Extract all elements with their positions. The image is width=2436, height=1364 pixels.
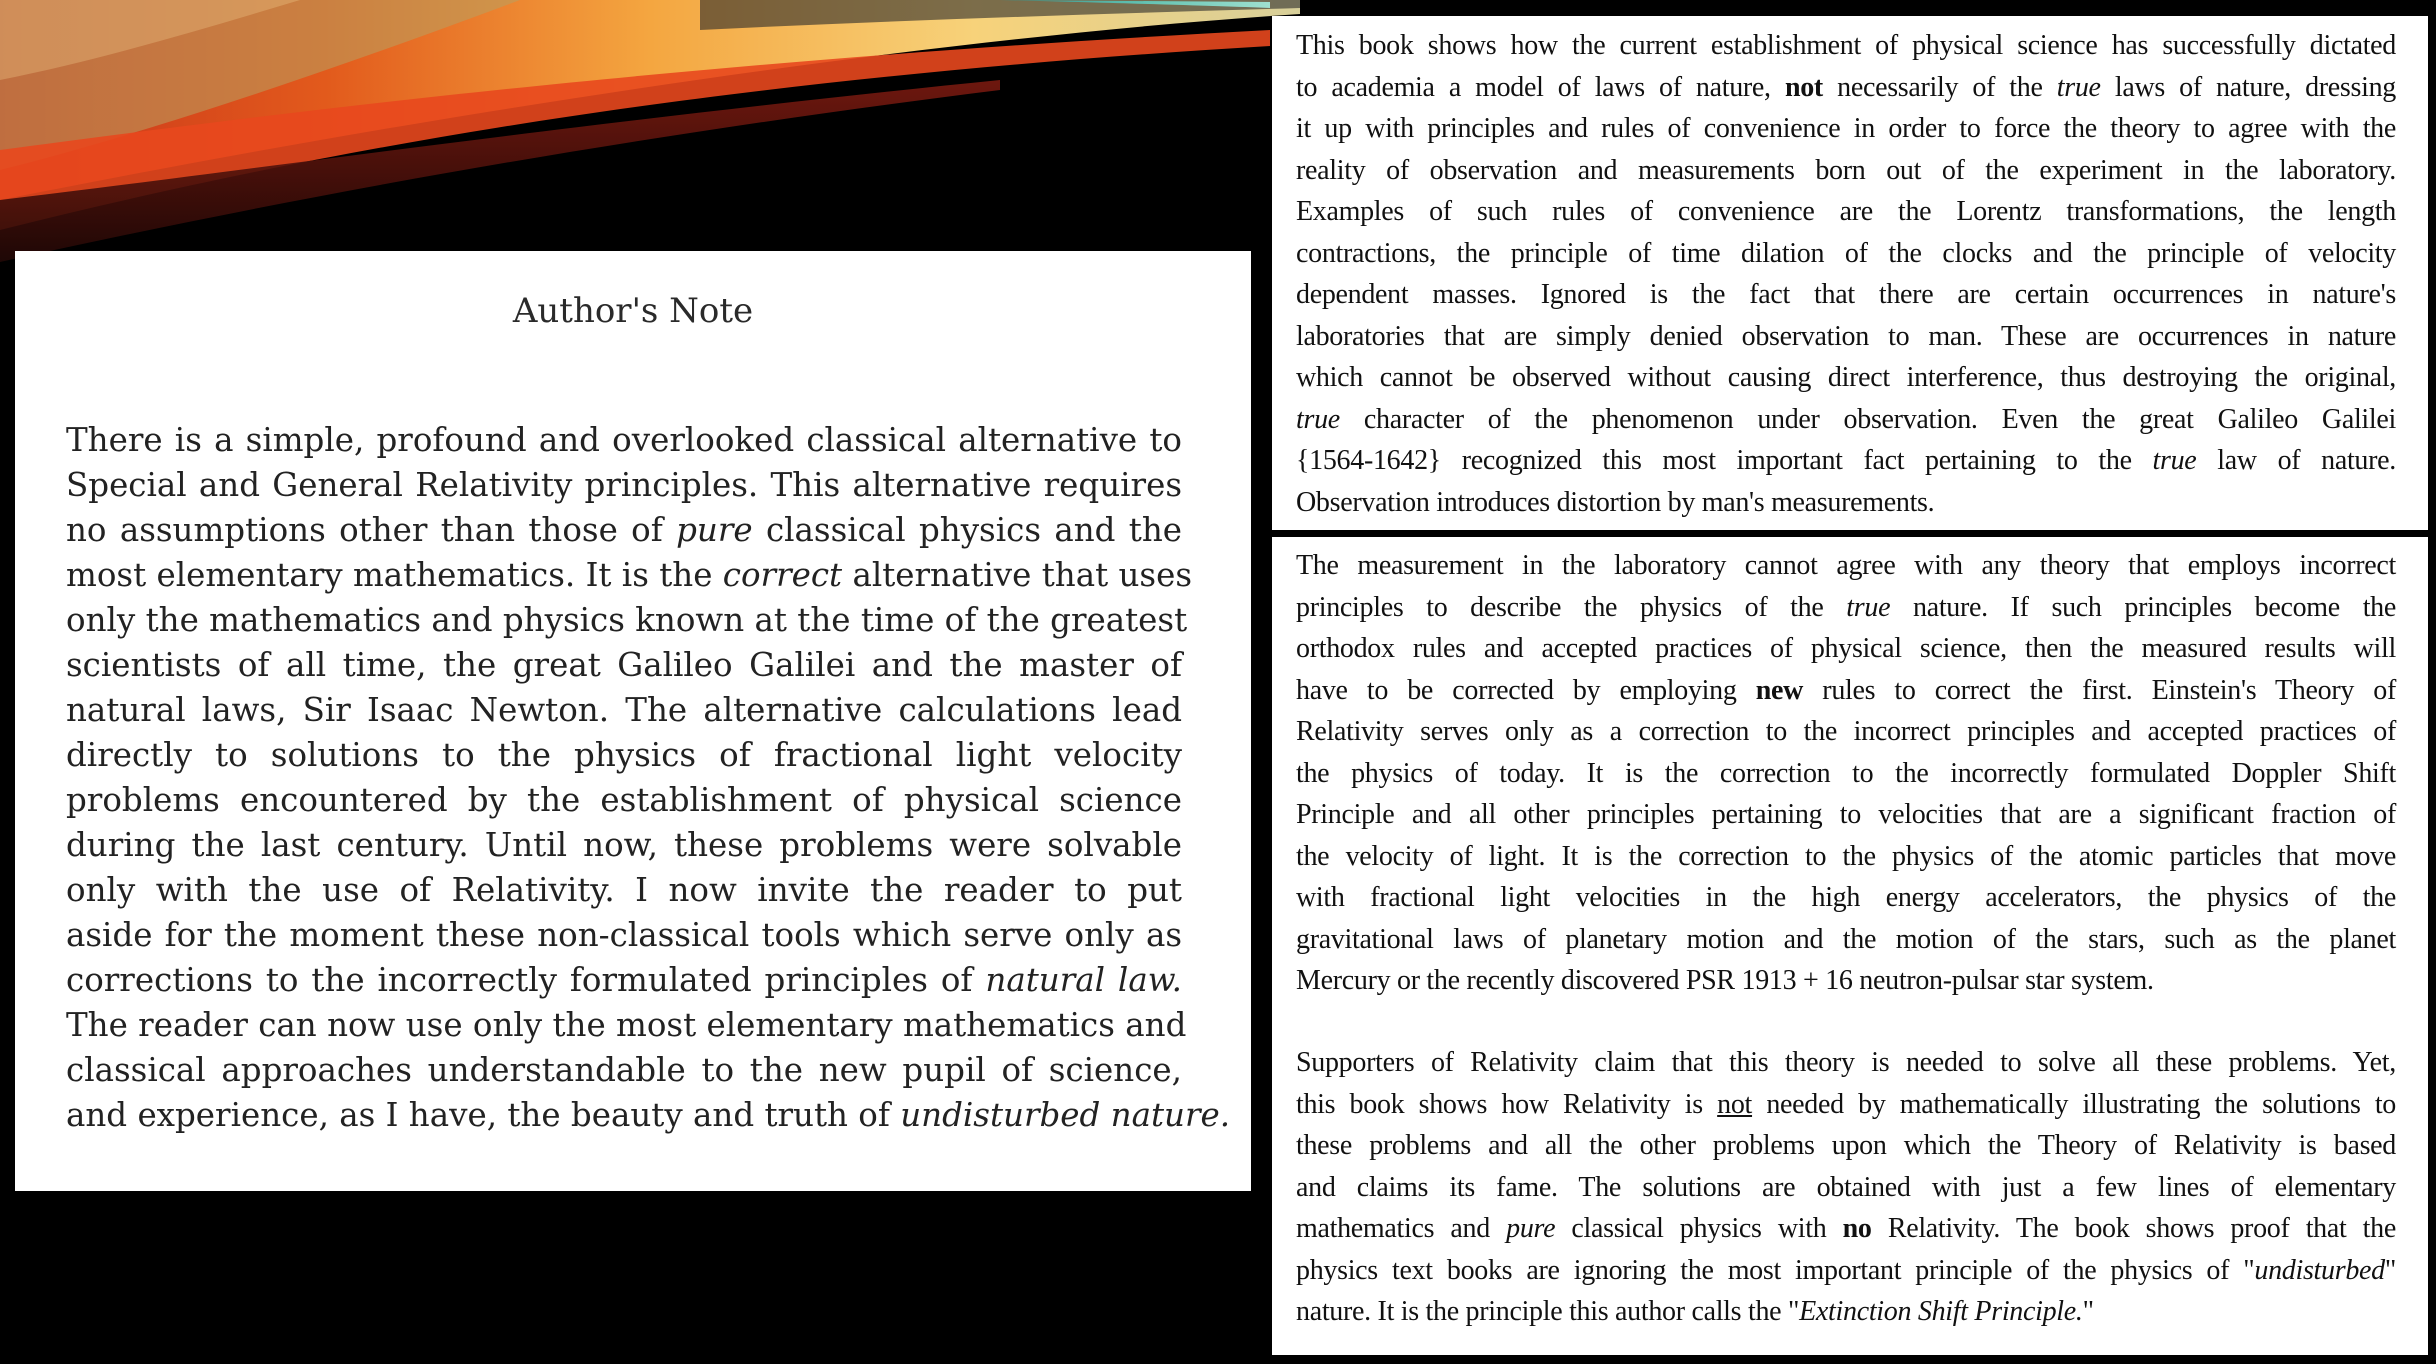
text-line: with fractional light velocities in the high energy accelerators, the physics of the xyxy=(1296,882,2396,913)
emphasis-text: true xyxy=(2056,71,2101,103)
authors-note-body xyxy=(66,418,1231,1138)
text-line: the physics of today. It is the correction to the incorrectly formulated Doppler Shift xyxy=(1296,757,2396,789)
underlined-text: not xyxy=(1717,1088,1753,1120)
text-line: There is a simple, profound and overlooked classical alternative to xyxy=(66,421,1182,459)
text-line: The measurement in the laboratory cannot agree with any theory that employs incorrect xyxy=(1296,550,2396,581)
text-line: the velocity of light. It is the correction to the physics of the atomic particles that move xyxy=(1296,840,2396,872)
emphasis-text: correct xyxy=(722,556,843,594)
text-line: which cannot be observed without causing direct interference, thus destroying the original, xyxy=(1296,362,2396,393)
text-line: problems encountered by the establishment of physical science xyxy=(66,781,1182,819)
text-line: Mercury or the recently discovered PSR 1913 + 16 neutron-pulsar star system. xyxy=(1296,965,2154,996)
text-line: Supporters of Relativity claim that this theory is needed to solve all these problems. Yet, xyxy=(1296,1047,2396,1078)
text-line: The reader can now use only the most elementary mathematics and xyxy=(66,1006,1187,1044)
text-line: principles to describe the physics of the true nature. If such principles become the xyxy=(1296,591,2396,623)
text-line: most elementary mathematics. It is the correct alternative that uses xyxy=(66,556,1193,594)
text-line: to academia a model of laws of nature, not necessarily of the true laws of nature, dressing xyxy=(1296,71,2397,103)
text-line: true character of the phenomenon under observation. Even the great Galileo Galilei xyxy=(1296,403,2396,435)
relativity-critique-panel xyxy=(1272,537,2428,1355)
text-line: Relativity serves only as a correction to the incorrect principles and accepted practices of xyxy=(1296,716,2396,747)
text-line: scientists of all time, the great Galileo Galilei and the master of xyxy=(66,646,1182,684)
bold-text: not xyxy=(1784,71,1823,103)
emphasis-text: Extinction Shift Principle. xyxy=(1799,1296,2083,1327)
text-line: only with the use of Relativity. I now invite the reader to put xyxy=(66,871,1182,909)
text-line: only the mathematics and physics known at the time of the greatest xyxy=(66,601,1188,639)
text-line: dependent masses. Ignored is the fact that there are certain occurrences in nature's xyxy=(1296,279,2396,310)
text-line: Observation introduces distortion by man's measurements. xyxy=(1296,486,1935,518)
authors-note-title: Author's Note xyxy=(512,291,754,331)
text-line: gravitational laws of planetary motion and the motion of the stars, such as the planet xyxy=(1296,923,2396,955)
text-line: mathematics and pure classical physics with no Relativity. The book shows proof that the xyxy=(1296,1213,2396,1244)
emphasis-text: true xyxy=(2152,445,2197,476)
emphasis-text: undisturbed xyxy=(2254,1254,2385,1286)
measurement-paragraph xyxy=(1296,545,2396,1002)
emphasis-text: true xyxy=(1296,403,1340,435)
text-line: aside for the moment these non-classical tools which serve only as xyxy=(66,916,1182,954)
text-line: physics text books are ignoring the most important principle of the physics of "undisturbed" xyxy=(1296,1254,2396,1286)
book-summary-paragraph xyxy=(1296,25,2396,523)
text-line: {1564-1642} recognized this most important fact pertaining to the true law of nature. xyxy=(1296,445,2396,476)
text-line: reality of observation and measurements born out of the experiment in the laboratory. xyxy=(1296,154,2396,186)
text-line: have to be corrected by employing new rules to correct the first. Einstein's Theory of xyxy=(1296,674,2396,706)
text-line: and experience, as I have, the beauty and truth of undisturbed nature. xyxy=(66,1096,1231,1134)
text-line: directly to solutions to the physics of fractional light velocity xyxy=(66,736,1182,774)
text-line: Examples of such rules of convenience are the Lorentz transformations, the length xyxy=(1296,196,2396,227)
text-line: during the last century. Until now, these problems were solvable xyxy=(66,826,1182,864)
text-line: classical approaches understandable to the new pupil of science, xyxy=(66,1051,1182,1089)
emphasis-text: undisturbed nature. xyxy=(900,1096,1231,1134)
text-line: corrections to the incorrectly formulated principles of natural law. xyxy=(66,961,1182,999)
text-line: no assumptions other than those of pure classical physics and the xyxy=(66,511,1183,549)
text-line: orthodox rules and accepted practices of physical science, then the measured results will xyxy=(1296,633,2396,664)
text-line: these problems and all the other problems upon which the Theory of Relativity is based xyxy=(1296,1130,2396,1161)
text-line: it up with principles and rules of convenience in order to force the theory to agree with the xyxy=(1296,113,2396,144)
emphasis-text: pure xyxy=(676,511,753,549)
text-line: laboratories that are simply denied observation to man. These are occurrences in nature xyxy=(1296,320,2396,352)
text-line: Special and General Relativity principles. This alternative requires xyxy=(66,466,1182,504)
emphasis-text: natural law. xyxy=(985,961,1182,999)
text-line: this book shows how Relativity is not needed by mathematically illustrating the solutions to xyxy=(1296,1088,2397,1120)
emphasis-text: pure xyxy=(1506,1213,1556,1244)
book-summary-panel xyxy=(1272,16,2428,530)
text-line: nature. It is the principle this author calls the "Extinction Shift Principle." xyxy=(1296,1296,2094,1327)
bold-text: new xyxy=(1755,674,1804,706)
text-line: and claims its fame. The solutions are obtained with just a few lines of elementary xyxy=(1296,1171,2396,1203)
bold-text: no xyxy=(1842,1213,1872,1244)
authors-note-panel xyxy=(15,251,1251,1191)
emphasis-text: true xyxy=(1846,591,1891,623)
text-line: Principle and all other principles pertaining to velocities that are a significant fraction of xyxy=(1296,799,2396,830)
text-line: This book shows how the current establishment of physical science has successfully dictated xyxy=(1296,30,2396,61)
supporters-paragraph xyxy=(1296,1042,2396,1333)
text-line: contractions, the principle of time dilation of the clocks and the principle of velocity xyxy=(1296,237,2396,269)
text-line: natural laws, Sir Isaac Newton. The alternative calculations lead xyxy=(66,691,1182,729)
